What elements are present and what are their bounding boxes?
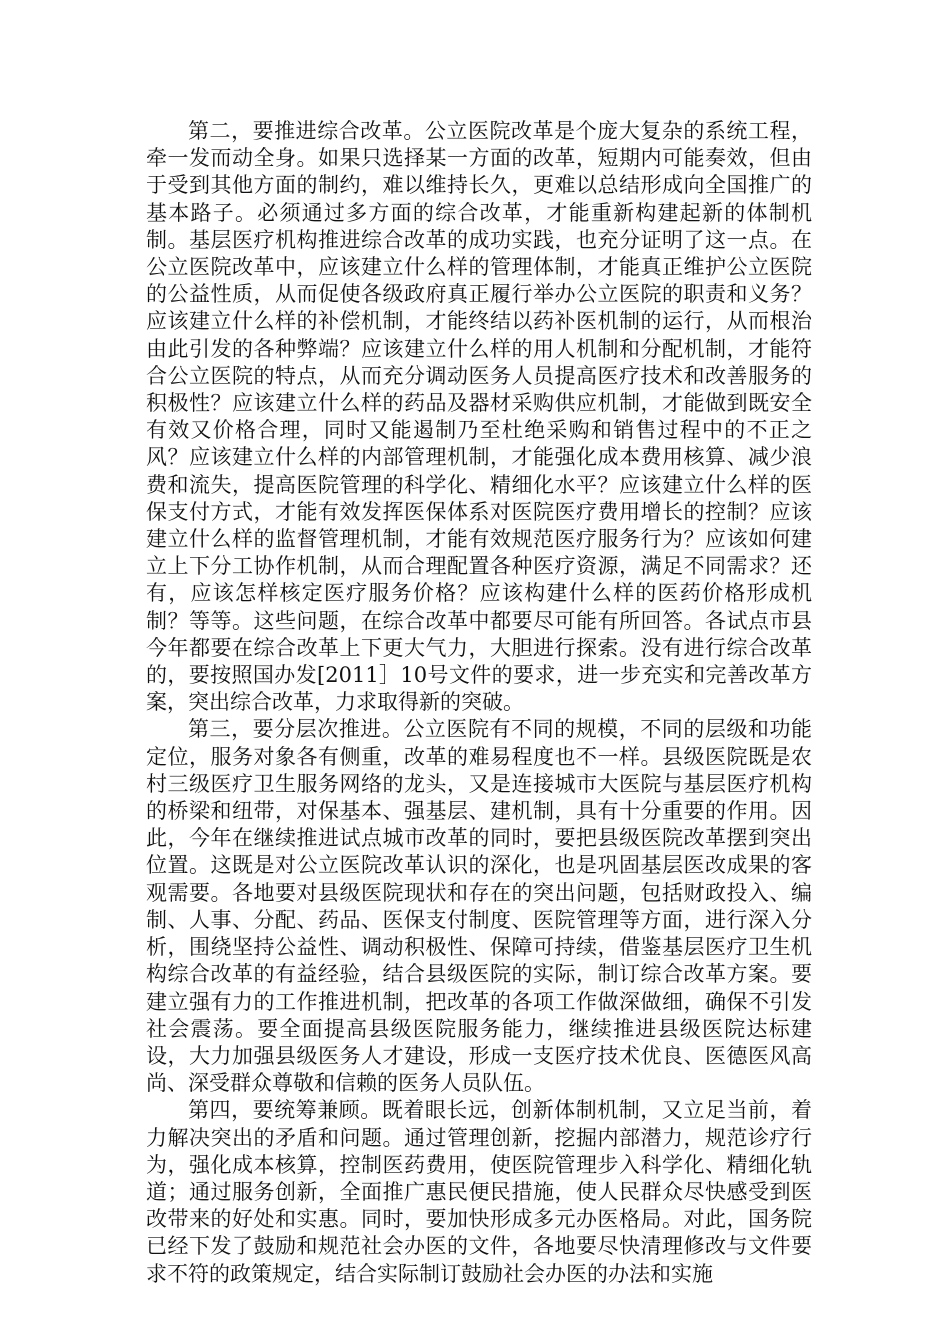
- paragraph-comprehensive-reform: 第二，要推进综合改革。公立医院改革是个庞大复杂的系统工程，牵一发而动全身。如果只选择某一方面的改革，短期内可能奏效，但由于受到其他方面的制约，难以维持长久，更难以总结形成向全国推广的基本路子。必须通过多方面的综合改革，才能重新构建起新的体制机制。基层医疗机构推进综合改革的成功实践，也充分证明了这一点。在公立医院改革中，应该建立什么样的管理体制，才能真正维护公立医院的公益性质，从而促使各级政府真正履行举办公立医院的职责和义务？应该建立什么样的补偿机制，才能终结以药补医机制的运行，从而根治由此引发的各种弊端？应该建立什么样的用人机制和分配机制，才能符合公立医院的特点，从而充分调动医务人员提高医疗技术和改善服务的积极性？应该建立什么样的药品及器材采购供应机制，才能做到既安全有效又价格合理，同时又能遏制乃至杜绝采购和销售过程中的不正之风？应该建立什么样的内部管理机制，才能强化成本费用核算、减少浪费和流失，提高医院管理的科学化、精细化水平？应该建立什么样的医保支付方式，才能有效发挥医保体系对医院医疗费用增长的控制？应该建立什么样的监督管理机制，才能有效规范医疗服务行为？应该如何建立上下分工协作机制，从而合理配置各种医疗资源，满足不同需求？还有，应该怎样核定医疗服务价格？应该构建什么样的医药价格形成机制？等等。这些问题，在综合改革中都要尽可能有所回答。各试点市县今年都要在综合改革上下更大气力，大胆进行探索。没有进行综合改革的，要按照国办发[2011］10号文件的要求，进一步充实和完善改革方案，突出综合改革，力求取得新的突破。: [146, 119, 812, 715]
- paragraph-overall-planning: 第四，要统筹兼顾。既着眼长远，创新体制机制，又立足当前，着力解决突出的矛盾和问题。通过管理创新，挖掘内部潜力，规范诊疗行为，强化成本核算，控制医药费用，使医院管理步入科学化、精细化轨道；通过服务创新，全面推广惠民便民措施，使人民群众尽快感受到医改带来的好处和实惠。同时，要加快形成多元办医格局。对此，国务院已经下发了鼓励和规范社会办医的文件，各地要尽快清理修改与文件要求不符的政策规定，结合实际制订鼓励社会办医的办法和实施: [146, 1098, 812, 1286]
- paragraph-layered-advance: 第三，要分层次推进。公立医院有不同的规模，不同的层级和功能定位，服务对象各有侧重，改革的难易程度也不一样。县级医院既是农村三级医疗卫生服务网络的龙头，又是连接城市大医院与基层医疗机构的桥梁和纽带，对保基本、强基层、建机制，具有十分重要的作用。因此，今年在继续推进试点城市改革的同时，要把县级医院改革摆到突出位置。这既是对公立医院改革认识的深化，也是巩固基层医改成果的客观需要。各地要对县级医院现状和存在的突出问题，包括财政投入、编制、人事、分配、药品、医保支付制度、医院管理等方面，进行深入分析，围绕坚持公益性、调动积极性、保障可持续，借鉴基层医疗卫生机构综合改革的有益经验，结合县级医院的实际，制订综合改革方案。要建立强有力的工作推进机制，把改革的各项工作做深做细，确保不引发社会震荡。要全面提高县级医院服务能力，继续推进县级医院达标建设，大力加强县级医务人才建设，形成一支医疗技术优良、医德医风高尚、深受群众尊敬和信赖的医务人员队伍。: [146, 717, 812, 1096]
- document-body: [146, 118, 812, 1288]
